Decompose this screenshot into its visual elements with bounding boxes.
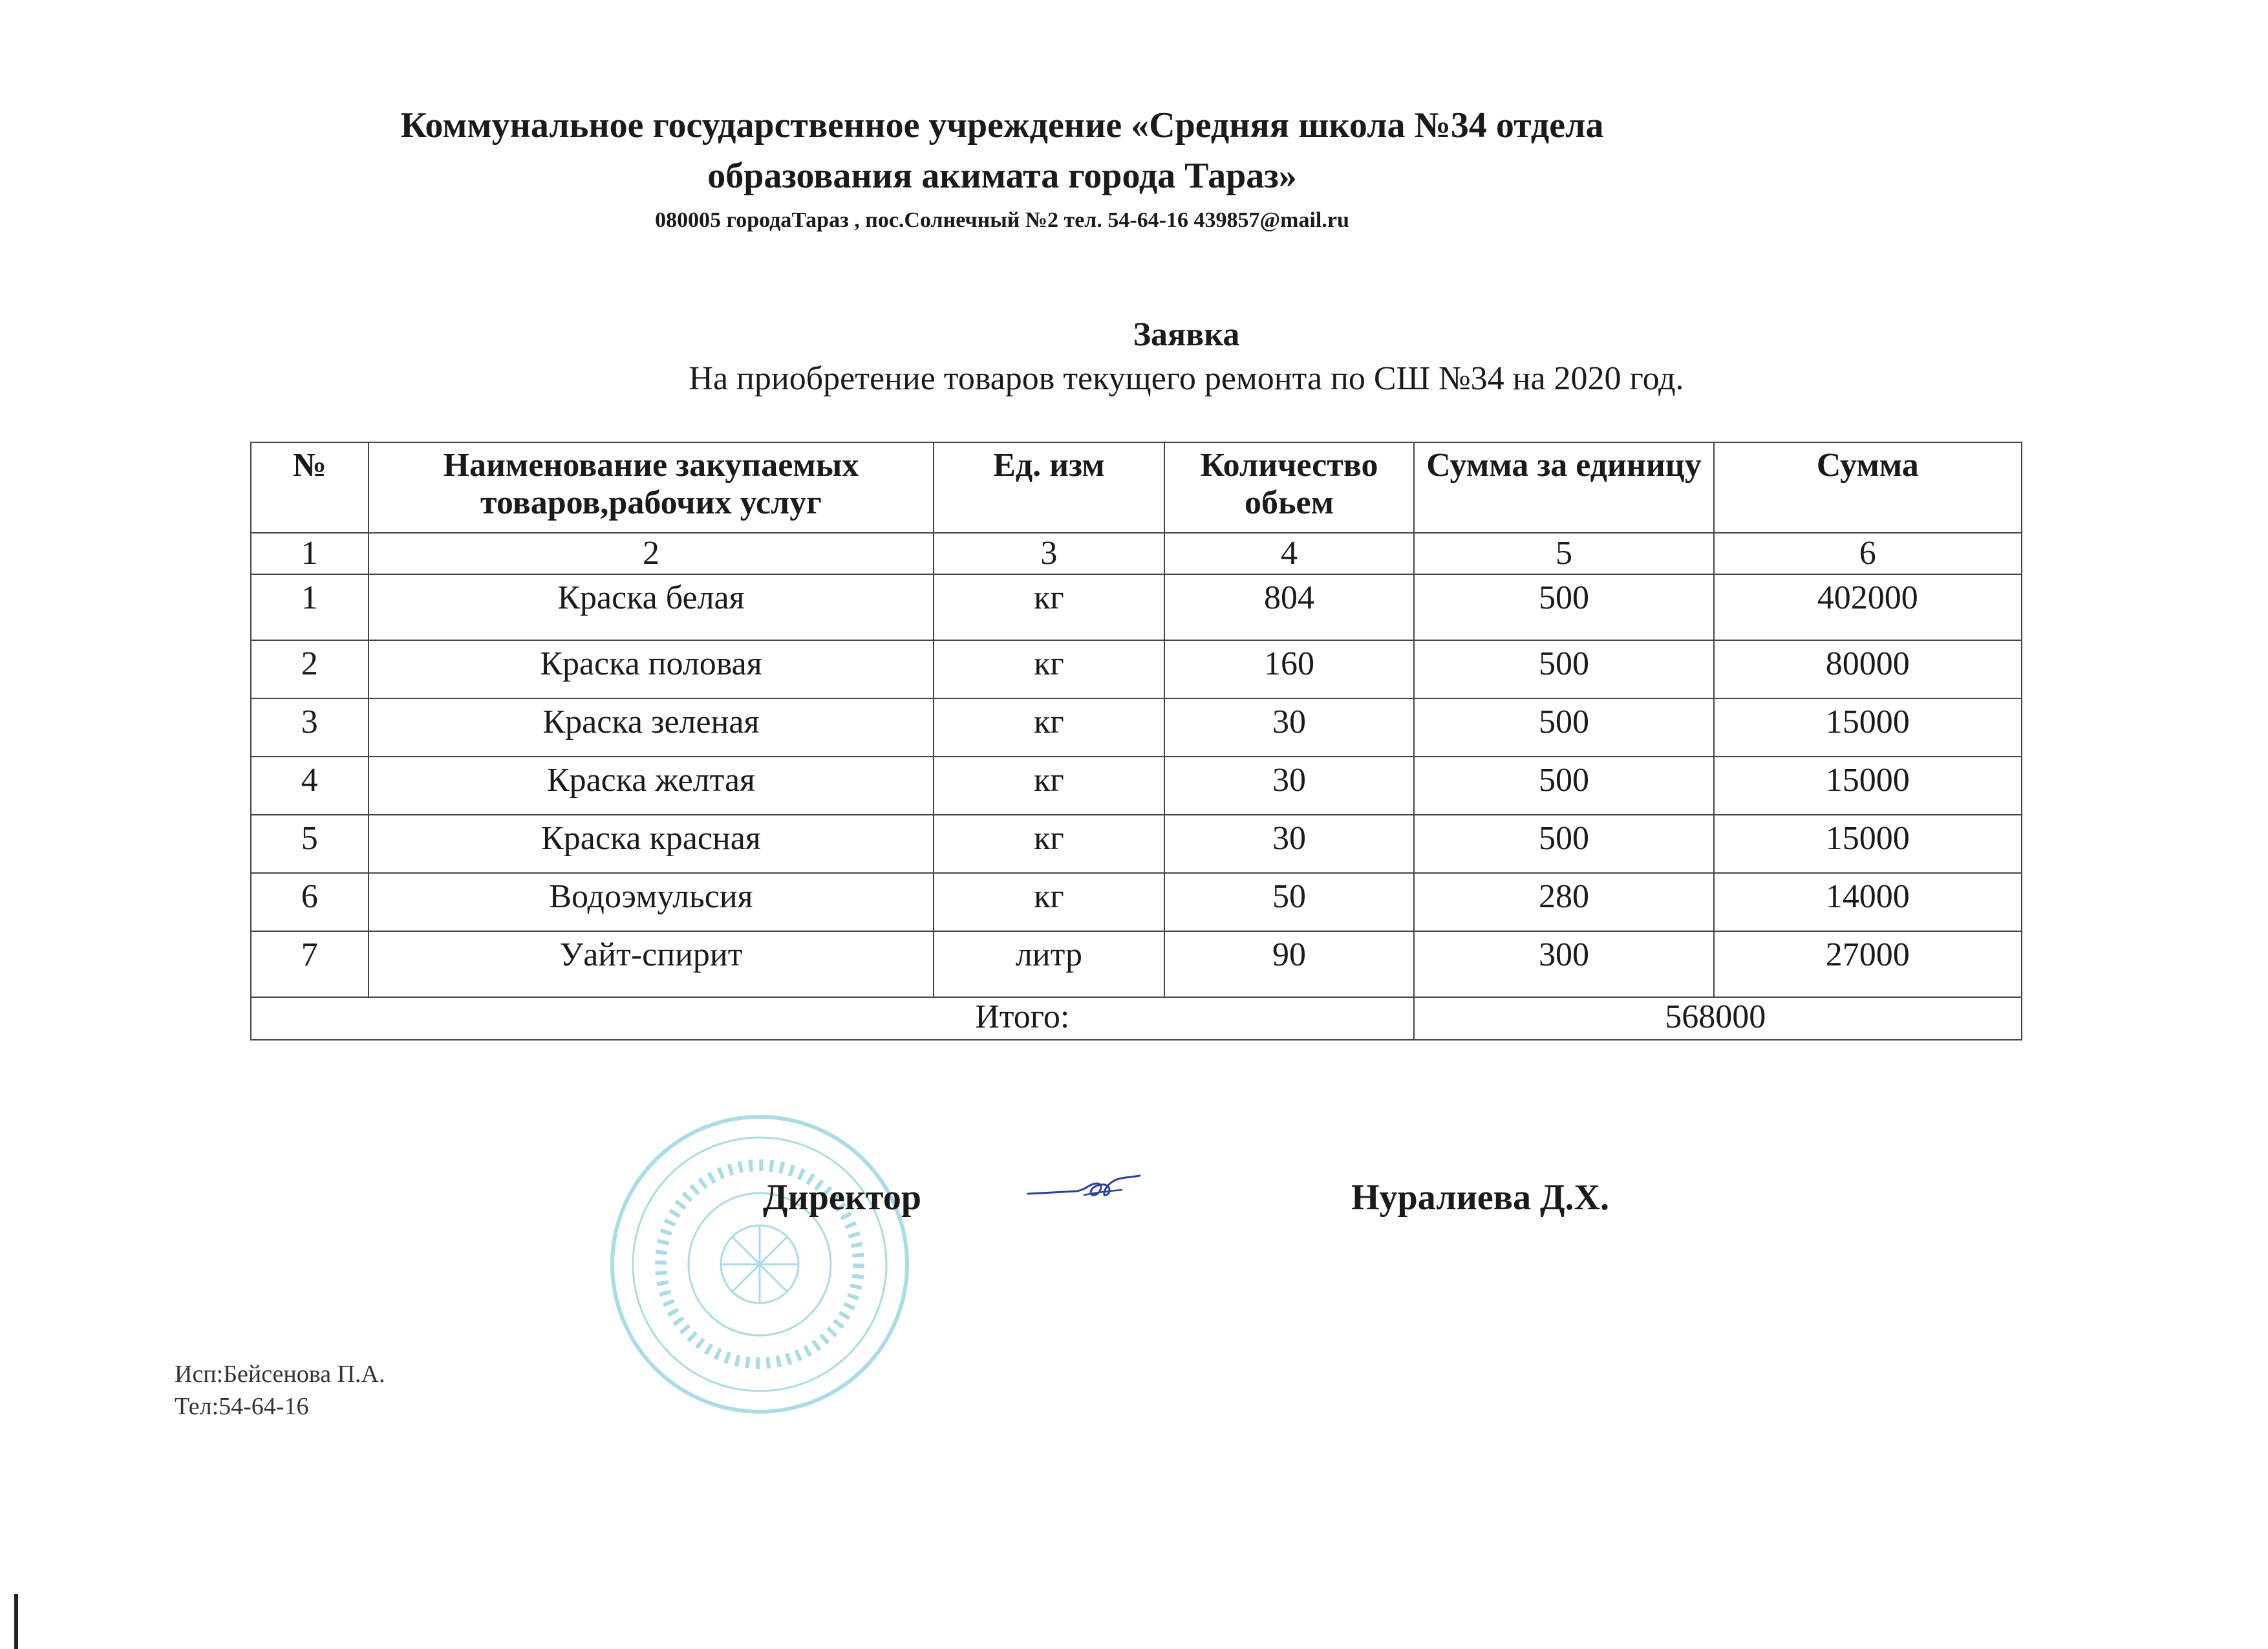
cell-unit: кг [934, 640, 1164, 698]
cell-unit-price: 500 [1414, 574, 1713, 640]
cell-unit-price: 500 [1414, 815, 1713, 873]
cell-unit: кг [934, 574, 1164, 640]
cell-sum: 15000 [1714, 815, 2022, 873]
organization-address: 080005 городаТараз , пос.Солнечный №2 тел. 54-64-16 439857@mail.ru [655, 208, 1349, 232]
header-num: № [251, 442, 369, 533]
column-number: 1 [251, 533, 369, 574]
cell-sum: 15000 [1714, 698, 2022, 757]
signature-name: Нуралиева Д.Х. [1351, 1178, 1609, 1218]
cell-sum: 80000 [1714, 640, 2022, 698]
cell-qty: 90 [1164, 931, 1415, 997]
official-seal-stamp [604, 1109, 915, 1419]
column-number: 2 [369, 533, 934, 574]
total-label: Итого: [251, 997, 1414, 1040]
cell-name: Уайт-спирит [369, 931, 934, 997]
document-title: Заявка [1133, 316, 1240, 353]
cell-sum: 27000 [1714, 931, 2022, 997]
header-sum: Сумма [1714, 442, 2022, 533]
table-row [251, 931, 2022, 997]
cell-name: Краска половая [369, 640, 934, 698]
cell-sum: 402000 [1714, 574, 2022, 640]
cell-qty: 804 [1164, 574, 1415, 640]
header-unit: Ед. изм [934, 442, 1164, 533]
cell-unit-price: 280 [1414, 873, 1713, 931]
cell-name: Краска желтая [369, 757, 934, 815]
cell-unit-price: 500 [1414, 757, 1713, 815]
cell-qty: 30 [1164, 757, 1415, 815]
header-name: Наименование закупаемых товаров,рабочих услуг [369, 442, 934, 533]
cell-num: 2 [251, 640, 369, 698]
organization-name-line1: Коммунальное государственное учреждение «Средняя школа №34 отдела [400, 105, 1604, 146]
cell-unit: кг [934, 698, 1164, 757]
table-row [251, 757, 2022, 815]
cell-unit-price: 300 [1414, 931, 1713, 997]
cell-unit-price: 500 [1414, 640, 1713, 698]
executor-name: Исп:Бейсенова П.А. [175, 1361, 385, 1388]
table-row [251, 815, 2022, 873]
cell-unit: кг [934, 757, 1164, 815]
cell-name: Водоэмульсия [369, 873, 934, 931]
cell-unit-price: 500 [1414, 698, 1713, 757]
cell-num: 3 [251, 698, 369, 757]
table-row [251, 698, 2022, 757]
executor-info [175, 1358, 385, 1423]
column-number: 3 [934, 533, 1164, 574]
cell-num: 7 [251, 931, 369, 997]
cell-unit: кг [934, 873, 1164, 931]
table-row [251, 574, 2022, 640]
items-table [250, 442, 2022, 1040]
executor-phone: Тел:54-64-16 [175, 1393, 309, 1420]
cell-qty: 30 [1164, 698, 1415, 757]
cell-num: 4 [251, 757, 369, 815]
cell-qty: 50 [1164, 873, 1415, 931]
cell-name: Краска зеленая [369, 698, 934, 757]
cell-sum: 15000 [1714, 757, 2022, 815]
column-number-row [251, 533, 2022, 574]
cell-num: 5 [251, 815, 369, 873]
cell-unit: кг [934, 815, 1164, 873]
cell-qty: 30 [1164, 815, 1415, 873]
total-row [251, 997, 2022, 1040]
cell-unit: литр [934, 931, 1164, 997]
header-qty: Количество обьем [1164, 442, 1415, 533]
cell-name: Краска красная [369, 815, 934, 873]
scan-edge-mark [14, 1594, 18, 1649]
column-number: 6 [1714, 533, 2022, 574]
table-header-row [251, 442, 2022, 533]
cell-name: Краска белая [369, 574, 934, 640]
cell-qty: 160 [1164, 640, 1415, 698]
table-row [251, 873, 2022, 931]
cell-num: 1 [251, 574, 369, 640]
column-number: 5 [1414, 533, 1713, 574]
handwritten-signature [1025, 1169, 1148, 1208]
cell-num: 6 [251, 873, 369, 931]
total-value: 568000 [1414, 997, 2022, 1040]
signature-role: Директор [763, 1178, 921, 1218]
document-subtitle: На приобретение товаров текущего ремонта по СШ №34 на 2020 год. [689, 360, 1684, 397]
table-row [251, 640, 2022, 698]
cell-sum: 14000 [1714, 873, 2022, 931]
header-unit-price: Сумма за единицу [1414, 442, 1713, 533]
column-number: 4 [1164, 533, 1415, 574]
organization-name-line2: образования акимата города Тараз» [707, 156, 1297, 196]
